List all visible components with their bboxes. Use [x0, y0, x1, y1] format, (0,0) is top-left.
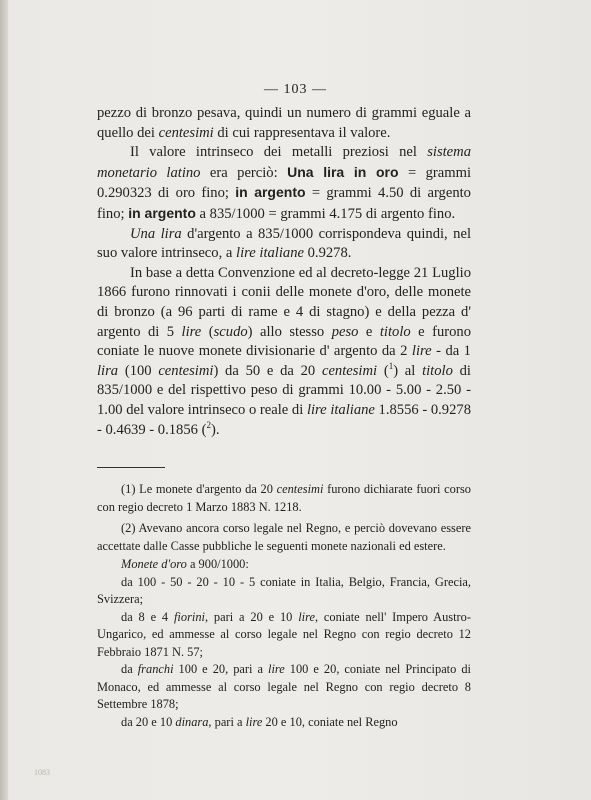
- page-number: — 103 —: [264, 82, 327, 97]
- footnote-2: (2) Avevano ancora corso legale nel Regno, e perciò dovevano essere accettate dalle Casse pubbliche le seguenti monete nazionali ed estere.: [97, 521, 471, 553]
- footnote-2-item-3: da franchi 100 e 20, pari a lire 100 e 20, coniate nel Principato di Monaco, ed ammesse al corso legale nel Regno con regio decreto 8 Settembre 1878;: [97, 662, 471, 711]
- paragraph-1: pezzo di bronzo pesava, quindi un numero di grammi eguale a quello dei centesimi di cui rappresentava il valore.: [97, 105, 471, 141]
- footnote-2-item-2: da 8 e 4 fiorini, pari a 20 e 10 lire, coniate nell' Impero Austro-Ungarico, ed ammesse al corso legale nel Regno con regio decreto 12 Febbraio 1871 N. 57;: [97, 609, 471, 659]
- page-gutter-shadow: [0, 0, 8, 800]
- footnotes: [97, 481, 471, 731]
- footnote-1: (1) Le monete d'argento da 20 centesimi furono dichiarate fuori corso con regio decreto 1 Marzo 1883 N. 1218.: [97, 482, 471, 514]
- main-text: [97, 104, 471, 440]
- footnote-divider: [97, 467, 165, 468]
- footnote-2-heading: Monete d'oro a 900/1000:: [121, 557, 249, 571]
- footnote-2-item-4: da 20 e 10 dinara, pari a lire 20 e 10, coniate nel Regno: [121, 714, 398, 729]
- print-mark: 1083: [34, 768, 50, 777]
- paragraph-2: Il valore intrinseco dei metalli preziosi nel sistema monetario latino era perciò: Una lira in oro = grammi 0.290323 di oro fino; in argento = grammi 4.50 di argento fino; in argento a 835/1000 = grammi 4.175 di argento fino.: [97, 144, 472, 222]
- footnote-ref-2: 2: [206, 419, 211, 430]
- paragraph-3: Una lira d'argento a 835/1000 corrispondeva quindi, nel suo valore intrinseco, a lire italiane 0.9278.: [97, 225, 471, 262]
- footnote-ref-1: 1: [388, 360, 394, 371]
- paragraph-4: In base a detta Convenzione ed al decreto-legge 21 Luglio 1866 furono rinnovati i conii delle monete d'oro, delle monete di bronzo (a 96 parti di rame e 4 di stagno) e della pezza d' argento di 5 lire (scudo) allo stesso peso e titolo e furono coniate le nuove monete divisionarie d' argento da 2 lire - da 1 lira (100 centesimi) da 50 e da 20 centesimi ($^1$) al titolo di 835/1000 e del rispettivo peso di grammi 10.00 - 5.00 - 2.50 - 1.00 del valore intrinseco o reale di lire italiane 1.8556 - 0.9278 - 0.4639 - 0.1856 ($^2$).: [97, 264, 472, 438]
- footnote-2-item-1: da 100 - 50 - 20 - 10 - 5 coniate in Italia, Belgio, Francia, Grecia, Svizzera;: [97, 574, 471, 606]
